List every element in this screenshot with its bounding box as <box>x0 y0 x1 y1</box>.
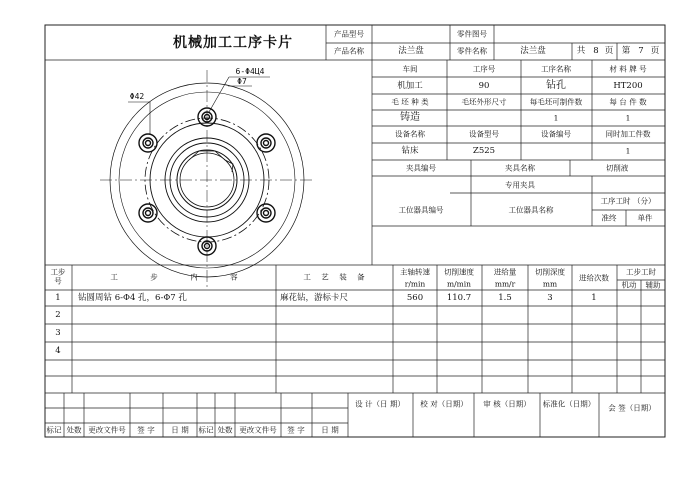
dim-hole7-label: Φ7 <box>237 77 247 86</box>
dim-dia42-label: Φ42 <box>129 92 145 101</box>
op-time-label: 工序工时 （分） <box>600 196 656 206</box>
spindle-unit: r/min <box>404 279 426 289</box>
footer-col-change-doc: 更改文件号 <box>88 425 126 435</box>
design-label: 设 计（日 期） <box>355 399 405 409</box>
machine-time-header: 机动 <box>621 280 637 290</box>
product-name-label: 产品名称 <box>334 46 364 56</box>
pieces-per-unit-value: 1 <box>625 113 631 123</box>
footer-col-change-doc-2: 更改文件号 <box>239 425 277 435</box>
part-no-label: 零件图号 <box>457 29 487 39</box>
op-no-label: 工序号 <box>472 64 496 74</box>
aux-time-header: 辅助 <box>645 280 661 290</box>
pieces-per-blank-label: 每毛坯可制件数 <box>529 97 583 107</box>
pieces-per-unit-label: 每 台 件 数 <box>609 97 647 107</box>
depth-unit: mm <box>542 279 558 289</box>
step-1-spindle: 560 <box>406 292 424 303</box>
page-number: 7 <box>638 45 644 56</box>
proof-label: 校 对（日期） <box>420 399 468 409</box>
op-no-value: 90 <box>478 80 490 91</box>
fixture-name-label: 夹具名称 <box>505 163 535 173</box>
simul-value: 1 <box>625 146 631 156</box>
page-unit-2: 页 <box>650 45 660 56</box>
footer-col-date: 日 期 <box>171 425 189 435</box>
flange-drawing <box>100 67 314 290</box>
step-3-no: 3 <box>55 327 61 338</box>
total-label: 共 <box>576 45 586 56</box>
equip-name-value: 钻床 <box>401 145 419 156</box>
step-2-no: 2 <box>55 309 61 320</box>
step-1-speed: 110.7 <box>446 292 472 303</box>
station-name-label: 工位器具名称 <box>508 205 554 215</box>
step-4-no: 4 <box>55 345 61 356</box>
card-title: 机械加工工序卡片 <box>173 35 293 51</box>
speed-header: 切削速度 <box>444 267 474 277</box>
passes-header: 进给次数 <box>579 273 609 283</box>
equip-model-label: 设备型号 <box>469 129 499 139</box>
simul-label: 同时加工件数 <box>605 129 651 139</box>
unit-time-label: 单件 <box>637 213 653 223</box>
workshop-label: 车间 <box>402 64 418 74</box>
depth-header: 切削深度 <box>535 267 565 277</box>
op-name-value: 钻孔 <box>546 80 566 91</box>
material-value: HT200 <box>613 80 643 91</box>
step-time-header: 工步工时 <box>626 267 656 277</box>
page-unit: 页 <box>604 45 614 56</box>
review-label: 审 核（日期） <box>483 399 531 409</box>
op-name-label: 工序名称 <box>541 64 571 74</box>
speed-unit: m/min <box>447 279 471 289</box>
equipment-header: 工 艺 装 备 <box>303 272 365 282</box>
footer-col-mark-2: 标记 <box>198 425 214 435</box>
footer-col-count: 处数 <box>66 425 82 435</box>
coolant-label: 切削液 <box>605 163 629 173</box>
step-1-feed: 1.5 <box>498 292 512 303</box>
nth-label: 第 <box>621 45 631 56</box>
fixture-no-label: 夹具编号 <box>406 163 436 173</box>
equip-no-label: 设备编号 <box>541 129 571 139</box>
footer-col-count-2: 处数 <box>217 425 233 435</box>
footer-col-signature: 签 字 <box>137 425 155 435</box>
equip-name-label: 设备名称 <box>395 129 425 139</box>
equip-model-value: Z525 <box>472 145 496 156</box>
blank-type-label: 毛 坯 种 类 <box>391 97 429 107</box>
step-1-equipment: 麻花钻，游标卡尺 <box>280 292 349 303</box>
step-no-header: 工步号 <box>50 267 66 285</box>
workshop-value: 机加工 <box>397 80 423 91</box>
part-name-label: 零件名称 <box>457 46 487 56</box>
feed-unit: mm/r <box>494 279 516 289</box>
product-model-label: 产品型号 <box>334 29 364 39</box>
blank-size-label: 毛坯外形尺寸 <box>461 97 507 107</box>
sign-label: 会 签（日期） <box>608 403 656 413</box>
feed-header: 进给量 <box>493 267 517 277</box>
blank-type-value: 铸造 <box>400 112 420 123</box>
step-1-no: 1 <box>55 292 61 303</box>
content-header: 工 步 内 容 <box>110 272 238 282</box>
pieces-per-blank-value: 1 <box>553 113 559 123</box>
fixture-name-value: 专用夹具 <box>505 180 535 190</box>
part-name-value: 法兰盘 <box>520 45 546 56</box>
footer-col-mark: 标记 <box>46 425 62 435</box>
step-1-content: 钻圆周钻 6-Φ4 孔，6-Φ7 孔 <box>78 292 187 303</box>
product-name-value: 法兰盘 <box>398 45 424 56</box>
station-no-label: 工位器具编号 <box>398 205 444 215</box>
step-1-passes: 1 <box>591 292 597 303</box>
material-label: 材 料 牌 号 <box>609 64 647 74</box>
total-pages: 8 <box>593 45 599 56</box>
footer-col-date-2: 日 期 <box>321 425 339 435</box>
spindle-header: 主轴转速 <box>400 267 430 277</box>
step-1-depth: 3 <box>547 292 553 303</box>
prep-time-label: 准终 <box>601 213 617 223</box>
dim-holes-label: 6-Φ4Ц4 <box>235 67 265 76</box>
footer-col-signature-2: 签 字 <box>287 425 305 435</box>
standard-label: 标准化（日期） <box>542 399 596 409</box>
